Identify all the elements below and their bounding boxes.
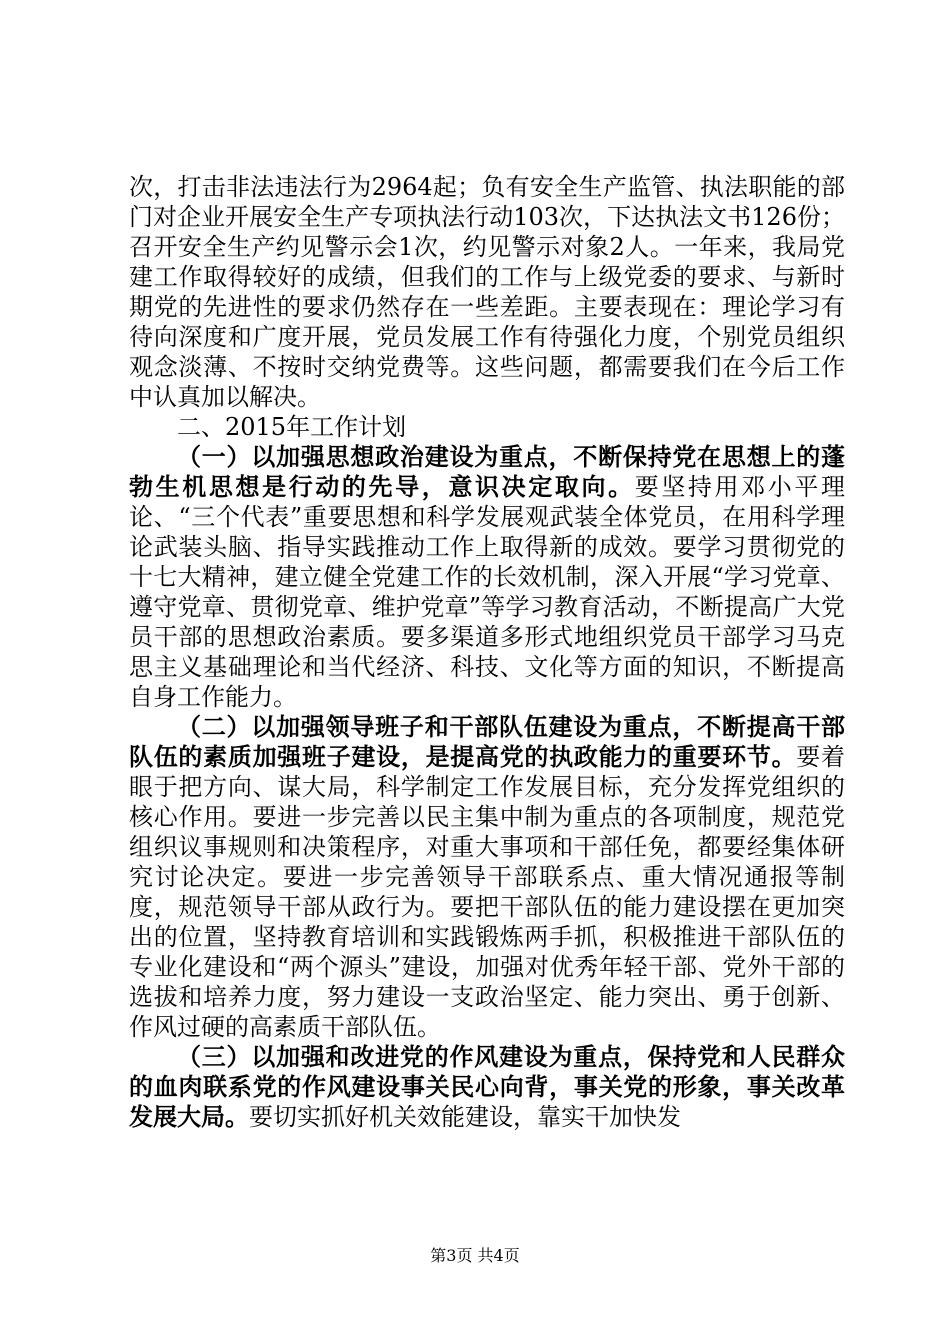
section-heading-text: 二、2015年工作计划 [177, 413, 407, 441]
paragraph-plan-2 [129, 712, 845, 1042]
paragraph-text: 要着眼于把方向、谋大局，科学制定工作发展目标，充分发挥党组织的核心作用。要进一步完善以民主集中制为重点的各项制度，规范党组织议事规则和决策程序，对重大事项和干部任免，都要经集体研究讨论决定。要进一步完善领导干部联系点、重大情况通报等制度，规范领导干部从政行为。要把干部队伍的能力建设摆在更加突出的位置，坚持教育培训和实践锻炼两手抓，积极推进干部队伍的专业化建设和“两个源头”建设，加强对优秀年轻干部、党外干部的选拔和培养力度，努力建设一支政治坚定、能力突出、勇于创新、作风过硬的高素质干部队伍。 [129, 743, 846, 1041]
document-body [129, 172, 845, 1132]
paragraph-lead-bold: （三）以加强和改进党的作风建设为重点，保持党和人民群众的血肉联系党的作风建设事关民心向背，事关党的形象，事关改革发展大局。 [129, 1042, 845, 1131]
paragraph-plan-3 [129, 1042, 845, 1132]
paragraph-lead-bold: （一）以加强思想政治建设为重点，不断保持党在思想上的蓬勃生机思想是行动的先导，意识决定取向。 [129, 442, 845, 501]
paragraph-text: 要坚持用邓小平理论、“三个代表”重要思想和科学发展观武装全体党员，在用科学理论武装头脑、指导实践推动工作上取得新的成效。要学习贯彻党的十七大精神，建立健全党建工作的长效机制，深入开展“学习党章、遵守党章、贯彻党章、维护党章”等学习教育活动，不断提高广大党员干部的思想政治素质。要多渠道多形式地组织党员干部学习马克思主义基础理论和当代经济、科技、文化等方面的知识，不断提高自身工作能力。 [129, 473, 846, 711]
paragraph-text: 次，打击非法违法行为2964起；负有安全生产监管、执法职能的部门对企业开展安全生产专项执法行动103次，下达执法文书126份；召开安全生产约见警示会1次，约见警示对象2人。一年来，我局党建工作取得较好的成绩，但我们的工作与上级党委的要求、与新时期党的先进性的要求仍然存在一些差距。主要表现在：理论学习有待向深度和广度开展，党员发展工作有待强化力度，个别党员组织观念淡薄、不按时交纳党费等。这些问题，都需要我们在今后工作中认真加以解决。 [129, 173, 845, 411]
page-number-label: 第3页 共4页 [430, 1246, 520, 1265]
section-heading [129, 412, 845, 442]
paragraph-text: 要切实抓好机关效能建设，靠实干加快发 [249, 1103, 681, 1131]
paragraph-plan-1 [129, 442, 845, 712]
paragraph-lead-bold: （二）以加强领导班子和干部队伍建设为重点，不断提高干部队伍的素质加强班子建设，是提高党的执政能力的重要环节。 [129, 712, 845, 771]
page-footer [0, 1243, 950, 1266]
paragraph-summary [129, 172, 845, 412]
